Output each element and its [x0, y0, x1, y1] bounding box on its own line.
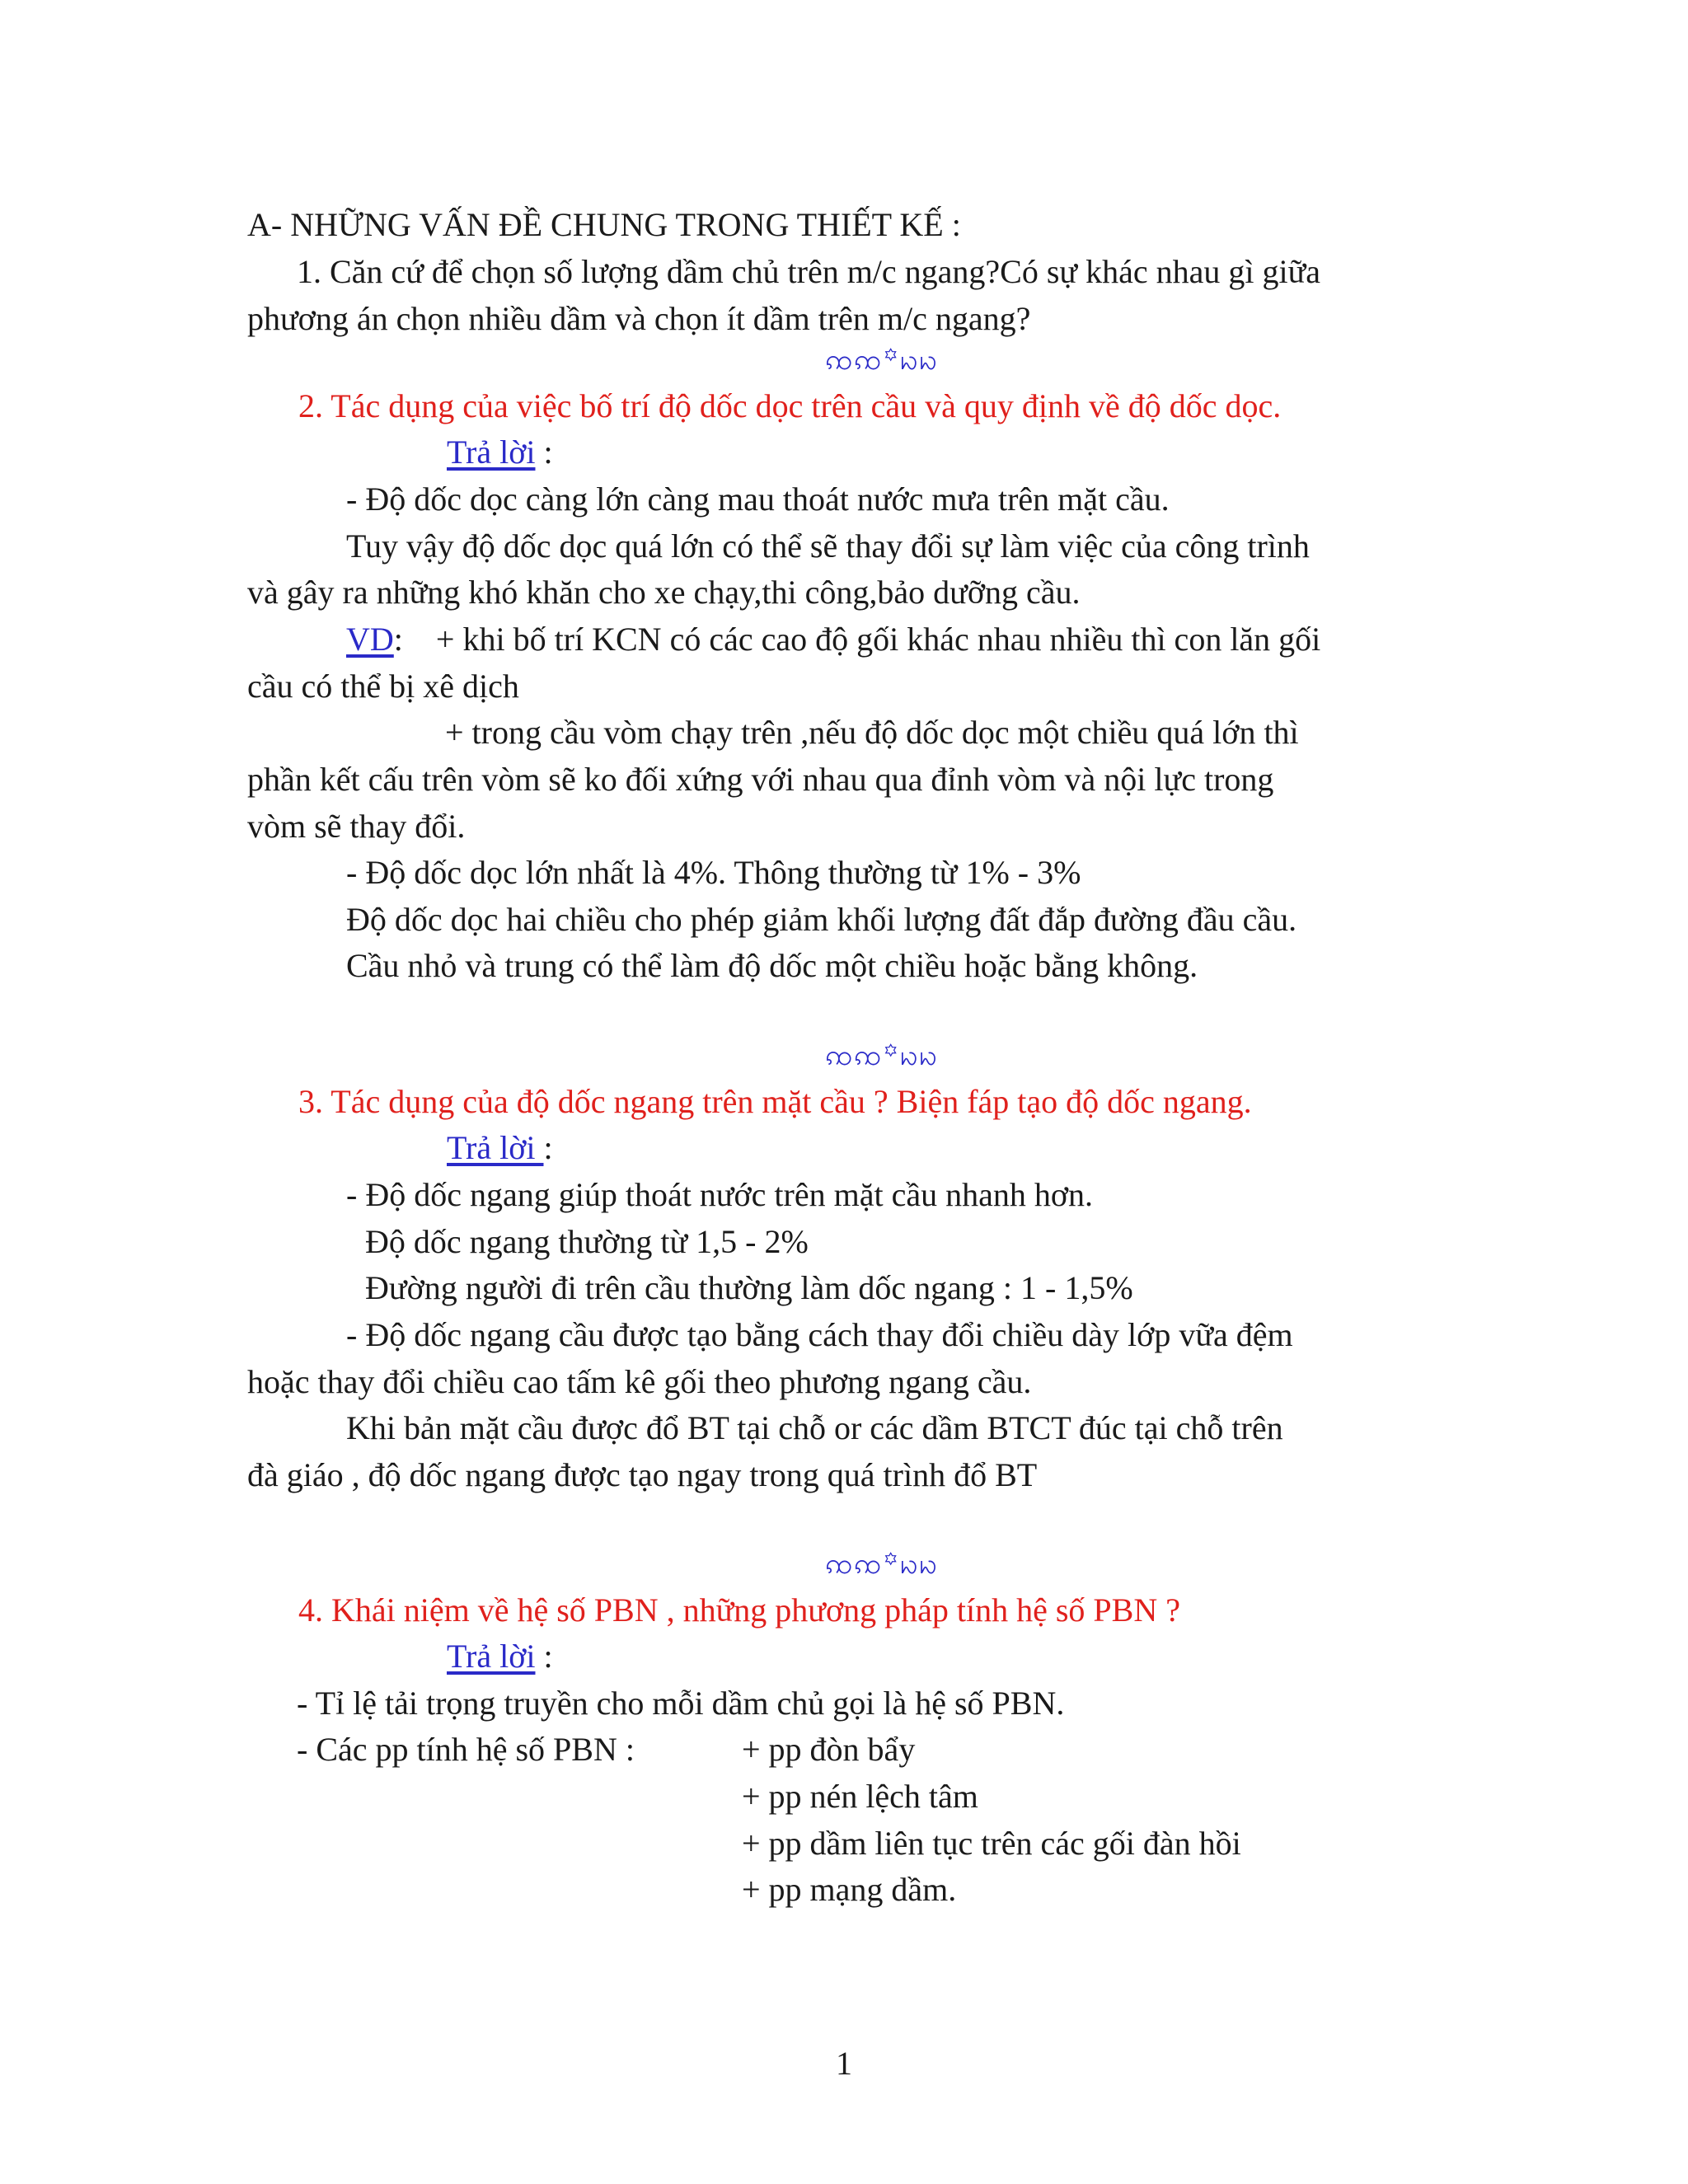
q3-line: Đường người đi trên cầu thường làm dốc ngang : 1 - 1,5%: [365, 1269, 1133, 1306]
ornament-divider: ꩡꩡ꙳ꩢꩢ: [825, 1041, 939, 1071]
question-2-title: 2. Tác dụng của việc bố trí độ dốc dọc trên cầu và quy định về độ dốc dọc.: [298, 387, 1282, 424]
answer-link[interactable]: Trả lời: [447, 434, 536, 471]
answer-heading: Trả lời :: [447, 434, 553, 471]
method-item: + pp dầm liên tục trên các gối đàn hồi: [742, 1825, 1241, 1862]
method-item: + pp mạng dầm.: [742, 1871, 957, 1908]
rule-line: Độ dốc dọc hai chiều cho phép giảm khối lượng đất đắp đường đầu cầu.: [346, 901, 1297, 938]
question-1-line-1: 1. Căn cứ để chọn số lượng dầm chủ trên m/c ngang?Có sự khác nhau gì giữa: [297, 253, 1321, 290]
q3-line: Khi bản mặt cầu được đổ BT tại chỗ or các dầm BTCT đúc tại chỗ trên: [346, 1409, 1283, 1446]
method-item: + pp đòn bẩy: [742, 1731, 916, 1768]
q3-line: - Độ dốc ngang cầu được tạo bằng cách thay đổi chiều dày lớp vữa đệm: [346, 1316, 1293, 1353]
q2-line: Tuy vậy độ dốc dọc quá lớn có thể sẽ thay đổi sự làm việc của công trình: [346, 527, 1310, 565]
answer-heading: Trả lời :: [447, 1129, 553, 1166]
example-link[interactable]: VD: [346, 621, 394, 658]
answer-heading: Trả lời :: [447, 1638, 553, 1675]
q2-line: - Độ dốc dọc càng lớn càng mau thoát nước mưa trên mặt cầu.: [346, 480, 1170, 518]
example-line-1: VD: + khi bố trí KCN có các cao độ gối khác nhau nhiều thì con lăn gối: [346, 621, 1321, 658]
method-item: + pp nén lệch tâm: [742, 1778, 978, 1815]
q2-line: và gây ra những khó khăn cho xe chạy,thi công,bảo dưỡng cầu.: [247, 574, 1081, 611]
question-3-title: 3. Tác dụng của độ dốc ngang trên mặt cầu ? Biện fáp tạo độ dốc ngang.: [298, 1083, 1252, 1120]
q3-line: hoặc thay đổi chiều cao tấm kê gối theo phương ngang cầu.: [247, 1363, 1032, 1400]
q4-line: - Tỉ lệ tải trọng truyền cho mỗi dầm chủ gọi là hệ số PBN.: [297, 1685, 1065, 1722]
example-line-5: vòm sẽ thay đổi.: [247, 808, 466, 845]
page-number: 1: [836, 2045, 852, 2082]
ornament-divider: ꩡꩡ꙳ꩢꩢ: [825, 1549, 939, 1580]
ornament-divider: ꩡꩡ꙳ꩢꩢ: [825, 345, 939, 376]
q3-line: đà giáo , độ dốc ngang được tạo ngay trong quá trình đổ BT: [247, 1456, 1038, 1493]
question-4-title: 4. Khái niệm về hệ số PBN , những phương pháp tính hệ số PBN ?: [298, 1591, 1180, 1629]
section-title: A- NHỮNG VẤN ĐỀ CHUNG TRONG THIẾT KẾ :: [247, 206, 961, 243]
example-line-3: + trong cầu vòm chạy trên ,nếu độ dốc dọc một chiều quá lớn thì: [445, 714, 1299, 751]
question-1-line-2: phương án chọn nhiều dầm và chọn ít dầm trên m/c ngang?: [247, 300, 1031, 337]
rule-line: Cầu nhỏ và trung có thể làm độ dốc một chiều hoặc bằng không.: [346, 947, 1198, 984]
methods-label: - Các pp tính hệ số PBN :: [297, 1731, 635, 1768]
answer-link[interactable]: Trả lời: [447, 1129, 544, 1166]
rule-line: - Độ dốc dọc lớn nhất là 4%. Thông thường từ 1% - 3%: [346, 854, 1081, 891]
example-line-4: phần kết cấu trên vòm sẽ ko đối xứng với nhau qua đỉnh vòm và nội lực trong: [247, 761, 1274, 798]
q3-line: Độ dốc ngang thường từ 1,5 - 2%: [365, 1223, 809, 1260]
answer-link[interactable]: Trả lời: [447, 1638, 536, 1675]
example-line-2: cầu có thể bị xê dịch: [247, 668, 519, 705]
q3-line: - Độ dốc ngang giúp thoát nước trên mặt cầu nhanh hơn.: [346, 1176, 1093, 1213]
